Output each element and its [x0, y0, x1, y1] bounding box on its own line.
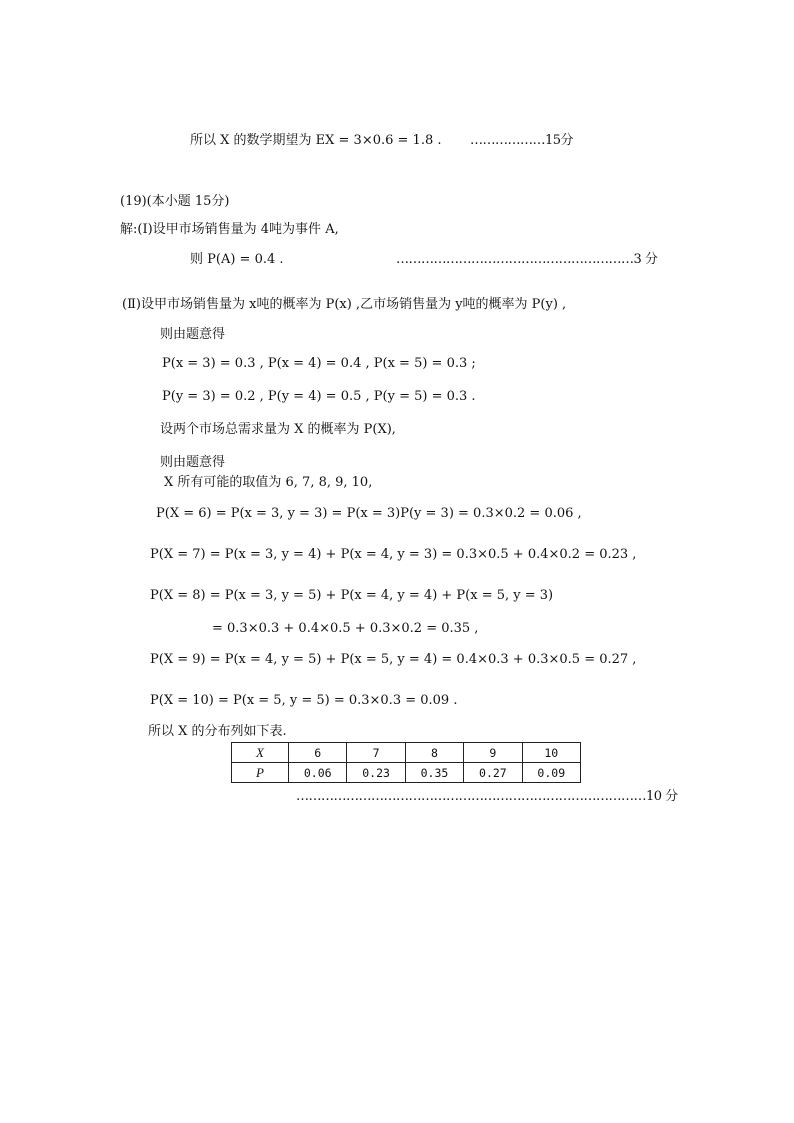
table-cell: P [232, 763, 289, 783]
table-cell: 0.09 [522, 763, 580, 783]
part1-result: 则 P(A) = 0.4 . [190, 252, 284, 267]
table-cell: 9 [464, 743, 522, 763]
table-cell: 0.06 [289, 763, 347, 783]
table-cell: 6 [289, 743, 347, 763]
px8-result: = 0.3×0.3 + 0.4×0.5 + 0.3×0.2 = 0.35 , [212, 621, 479, 636]
px7-line: P(X = 7) = P(x = 3, y = 4) + P(x = 4, y = 3) = 0.3×0.5 + 0.4×0.2 = 0.23 , [150, 547, 637, 562]
demand-line: 设两个市场总需求量为 X 的概率为 P(X), [160, 422, 396, 437]
px8-line: P(X = 8) = P(x = 3, y = 5) + P(x = 4, y = 4) + P(x = 5, y = 3) [150, 588, 554, 603]
px9-line: P(X = 9) = P(x = 4, y = 5) + P(x = 5, y = 4) = 0.4×0.3 + 0.3×0.5 = 0.27 , [150, 652, 637, 667]
possible-values: X 所有可能的取值为 6, 7, 8, 9, 10, [164, 475, 373, 490]
given-line-2: 则由题意得 [160, 455, 226, 470]
px-values: P(x = 3) = 0.3 , P(x = 4) = 0.4 , P(x = 5) = 0.3 ; [162, 356, 476, 371]
table-cell: 8 [405, 743, 463, 763]
distribution-table [231, 742, 581, 783]
part2-line: (Ⅱ)设甲市场销售量为 x吨的概率为 P(x) ,乙市场销售量为 y吨的概率为 P(y) , [122, 297, 567, 312]
px10-line: P(X = 10) = P(x = 5, y = 5) = 0.3×0.3 = 0.09 . [150, 693, 458, 708]
px6-line: P(X = 6) = P(x = 3, y = 3) = P(x = 3)P(y = 3) = 0.3×0.2 = 0.06 , [156, 506, 582, 521]
table-cell: 0.35 [405, 763, 463, 783]
py-values: P(y = 3) = 0.2 , P(y = 4) = 0.5 , P(y = 5) = 0.3 . [162, 389, 476, 404]
table-cell: 7 [347, 743, 405, 763]
distribution-intro: 所以 X 的分布列如下表. [148, 724, 287, 739]
table-cell: 0.27 [464, 763, 522, 783]
expectation-line: 所以 X 的数学期望为 EX = 3×0.6 = 1.8 . [190, 133, 442, 148]
score-3: …………………………………………………3 分 [396, 252, 658, 267]
table-cell: 10 [522, 743, 580, 763]
score-10: …………………………………………………………………………10 分 [296, 789, 678, 804]
part1-line: 解:(Ⅰ)设甲市场销售量为 4吨为事件 A, [120, 222, 339, 237]
given-line-1: 则由题意得 [160, 327, 226, 342]
question-heading: (19)(本小题 15分) [120, 194, 230, 209]
table-row [232, 763, 581, 783]
score-15: ………………15分 [470, 133, 574, 148]
table-row [232, 743, 581, 763]
table-cell: X [232, 743, 289, 763]
table-cell: 0.23 [347, 763, 405, 783]
